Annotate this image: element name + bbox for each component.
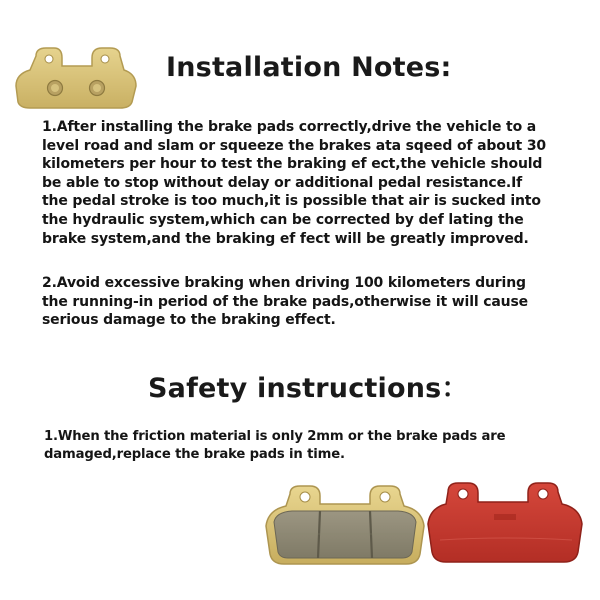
text-line: kilometers per hour to test the braking ef ect,the vehicle should — [42, 156, 543, 173]
text-line: the hydraulic system,which can be corrected by def lating the — [42, 211, 524, 228]
text-line: level road and slam or squeeze the brakes ata sqeed of about 30 — [42, 137, 547, 154]
text-line: 1.When the friction material is only 2mm or the brake pads are — [44, 429, 506, 444]
text-line: brake system,and the braking ef fect will be greatly improved. — [42, 230, 529, 247]
text-line: serious damage to the braking effect. — [42, 312, 336, 329]
safety-instructions-heading: Safety instructions： — [148, 373, 469, 404]
text-line: damaged,replace the brake pads in time. — [44, 446, 345, 462]
brake-pad-friction-side-icon — [262, 484, 428, 568]
text-line: the running-in period of the brake pads,otherwise it will cause — [42, 293, 529, 310]
installation-note-1 — [42, 118, 562, 248]
text-line: 2.Avoid excessive braking when driving 100 kilometers during — [42, 275, 526, 291]
text-line: be able to stop without delay or additional pedal resistance.If — [42, 174, 523, 191]
brake-pad-red-backplate-icon — [424, 480, 586, 566]
text-line: the pedal stroke is too much,it is possible that air is sucked into — [42, 193, 541, 210]
brake-pad-backplate-icon — [14, 46, 138, 112]
installation-notes-heading: Installation Notes: — [166, 52, 452, 83]
text-line: 1.After installing the brake pads correctly,drive the vehicle to a — [42, 119, 537, 135]
installation-note-2 — [42, 274, 562, 330]
safety-note-1 — [44, 428, 544, 463]
